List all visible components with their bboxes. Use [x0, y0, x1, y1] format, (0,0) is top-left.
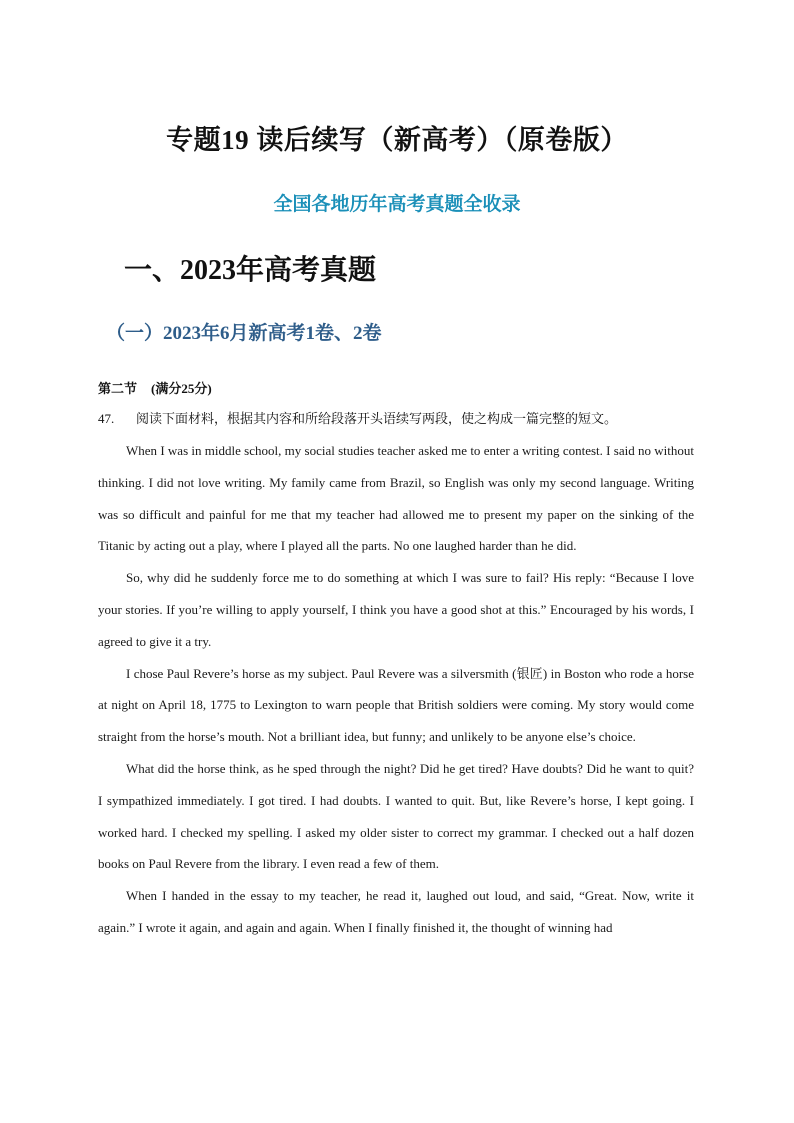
- passage-paragraph: I chose Paul Revere’s horse as my subject. Paul Revere was a silversmith (银匠) in Boston who rode a horse at night on April 18, 1775 to Lexington to warn people that British soldiers were coming. My story would come straight from the horse’s mouth. Not a brilliant idea, but funny; and unlikely to be anyone else’s choice.: [98, 665, 694, 745]
- passage: [98, 435, 694, 944]
- passage-paragraph: So, why did he suddenly force me to do something at which I was sure to fail? His reply: “Because I love your stories. If you’re willing to apply yourself, I think you have a good shot at this.” Encouraged by his words, I agreed to give it a try.: [98, 570, 694, 649]
- section-heading-1: 一、2023年高考真题: [124, 255, 377, 286]
- section-heading-2: （一）2023年6月新高考1卷、2卷: [106, 323, 382, 344]
- document-title: 专题19 读后续写（新高考）（原卷版）: [166, 125, 628, 155]
- instruction-text: 阅读下面材料，根据其内容和所给段落开头语续写两段，使之构成一篇完整的短文。: [136, 411, 618, 426]
- part-score: (满分25分): [151, 381, 212, 396]
- part-header: [98, 378, 212, 397]
- question-instruction: [98, 408, 617, 427]
- question-number: 47.: [98, 411, 115, 426]
- passage-paragraph: When I handed in the essay to my teacher, he read it, laughed out loud, and said, “Great. Now, write it again.” I wrote it again, and again and again. When I finally finished it, the thought of winning had: [98, 888, 694, 935]
- document-subtitle: 全国各地历年高考真题全收录: [273, 194, 521, 215]
- passage-paragraph: What did the horse think, as he sped through the night? Did he get tired? Have doubts? Did he want to quit? I sympathized immediately. I got tired. I had doubts. I wanted to quit. But, like Revere’s horse, I kept going. I worked hard. I checked my spelling. I asked my older sister to correct my grammar. I checked out a half dozen books on Paul Revere from the library. I even read a few of them.: [98, 760, 694, 872]
- part-label: 第二节: [98, 381, 138, 396]
- passage-paragraph: When I was in middle school, my social studies teacher asked me to enter a writing contest. I said no without thinking. I did not love writing. My family came from Brazil, so English was only my second language. Writing was so difficult and painful for me that my teacher had allowed me to present my paper on the sinking of the Titanic by acting out a play, where I played all the parts. No one laughed harder than he did.: [98, 443, 694, 554]
